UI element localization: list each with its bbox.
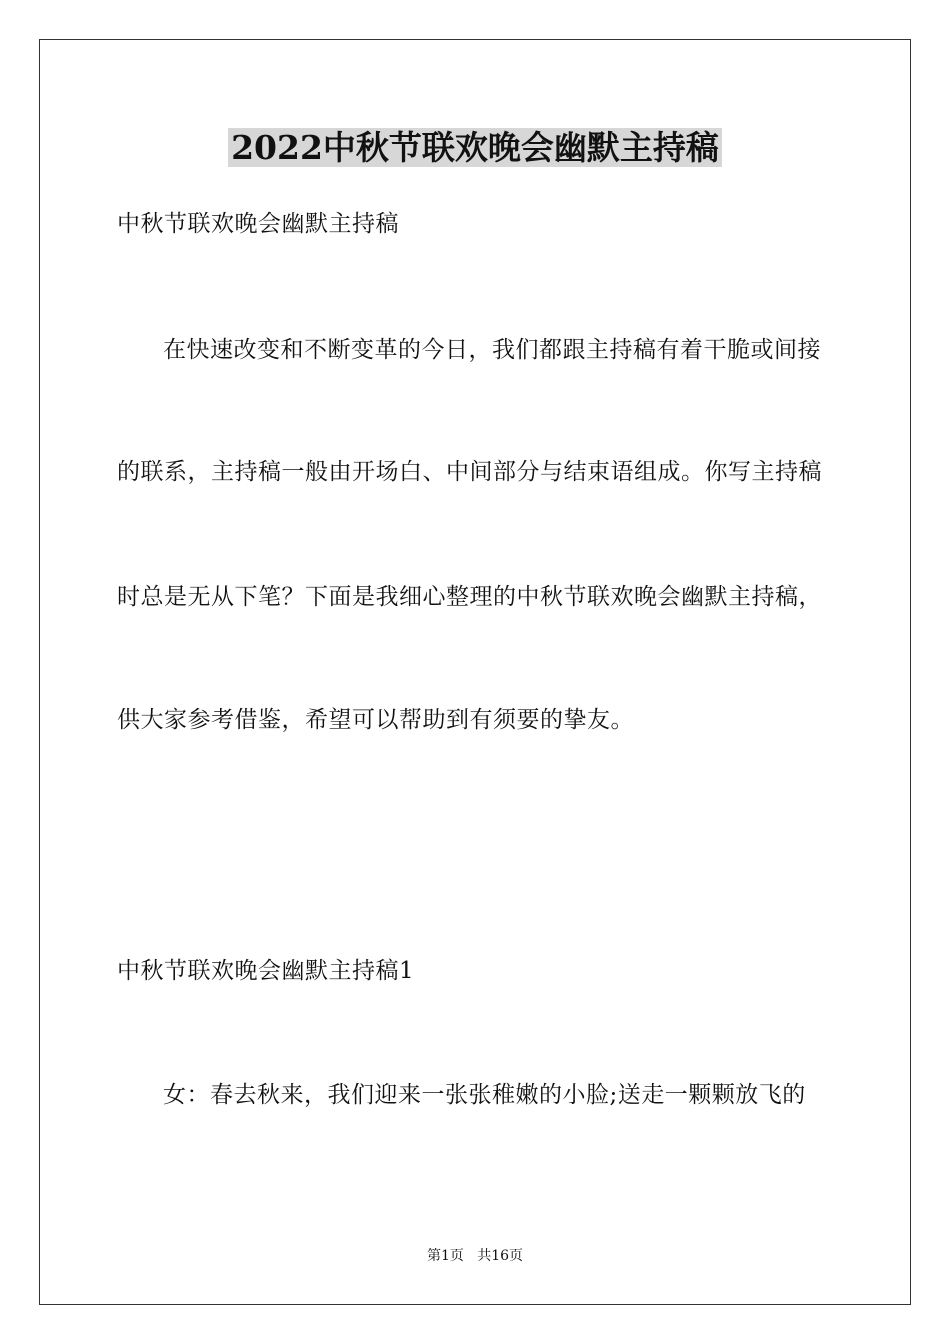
document-subtitle: 中秋节联欢晚会幽默主持稿	[117, 211, 399, 237]
section-line-1: 女：春去秋来，我们迎来一张张稚嫩的小脸;送走一颗颗放飞的	[163, 1082, 806, 1108]
intro-line-3: 时总是无从下笔？下面是我细心整理的中秋节联欢晚会幽默主持稿，	[117, 584, 822, 610]
intro-line-2: 的联系，主持稿一般由开场白、中间部分与结束语组成。你写主持稿	[117, 459, 822, 485]
document-title-text: 2022中秋节联欢晚会幽默主持稿	[228, 128, 722, 167]
intro-line-1: 在快速改变和不断变革的今日，我们都跟主持稿有着干脆或间接	[163, 337, 821, 363]
intro-line-4: 供大家参考借鉴，希望可以帮助到有须要的挚友。	[117, 707, 634, 733]
page-footer: 第1页 共16页	[426, 1248, 524, 1264]
section-heading: 中秋节联欢晚会幽默主持稿1	[117, 958, 415, 984]
document-title	[0, 126, 950, 170]
